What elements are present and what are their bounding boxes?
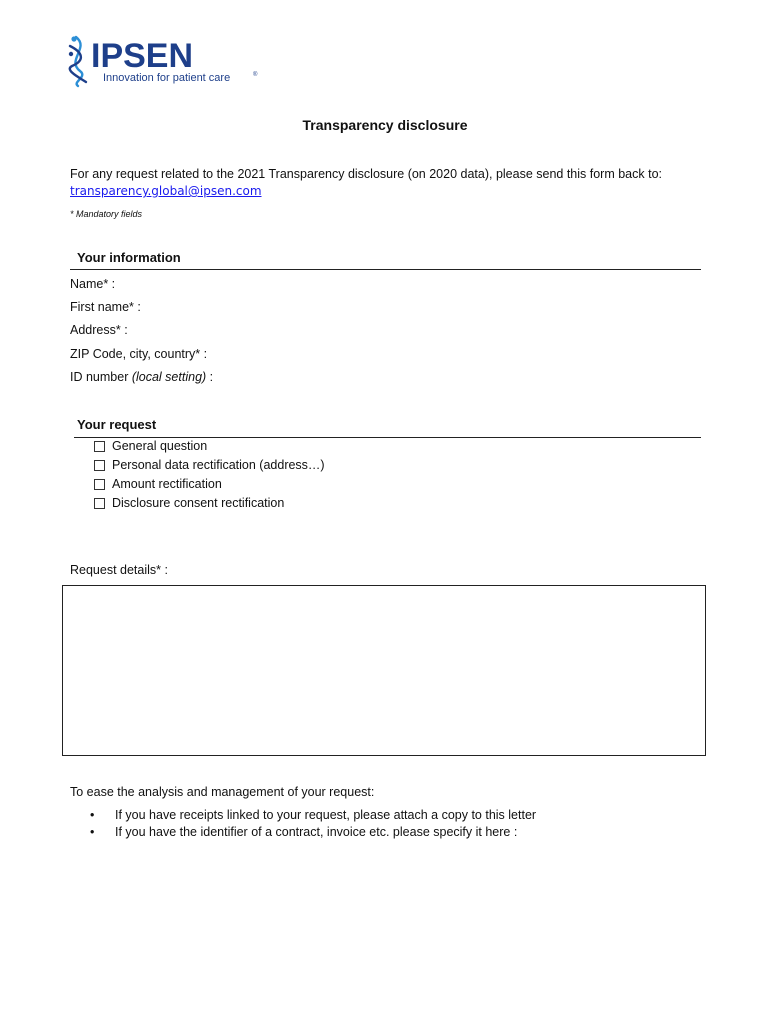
intro-paragraph: [70, 166, 710, 200]
request-details-label: Request details* :: [70, 563, 168, 577]
brand-name: IPSEN: [91, 37, 194, 75]
list-item-text: If you have the identifier of a contract, invoice etc. please specify it here :: [115, 825, 518, 839]
list-item-text: If you have receipts linked to your request, please attach a copy to this letter: [115, 808, 537, 822]
name-field-label: Name* :: [70, 277, 116, 291]
id-number-field-label: [70, 370, 213, 384]
id-number-suffix: :: [206, 370, 214, 384]
option-amount-rectification[interactable]: [94, 477, 222, 491]
page-title: Transparency disclosure: [302, 117, 468, 133]
option-disclosure-consent-rectification[interactable]: [94, 496, 284, 510]
section-divider: [74, 437, 701, 438]
list-item: [90, 825, 517, 839]
request-details-textarea[interactable]: [62, 585, 706, 756]
first-name-field-label: First name* :: [70, 300, 141, 314]
bullet-icon: •: [90, 808, 95, 822]
mandatory-note: * Mandatory fields: [70, 209, 143, 219]
helix-icon: [69, 36, 86, 86]
checkbox[interactable]: [94, 441, 105, 452]
footer-intro: To ease the analysis and management of your request:: [70, 785, 375, 799]
option-personal-data-rectification[interactable]: [94, 458, 325, 472]
option-label: Amount rectification: [112, 477, 222, 491]
zip-field-label: ZIP Code, city, country* :: [70, 347, 208, 361]
option-label: General question: [112, 439, 208, 453]
option-label: Disclosure consent rectification: [112, 496, 285, 510]
checkbox[interactable]: [94, 479, 105, 490]
list-item: [90, 808, 536, 822]
brand-tagline: Innovation for patient care: [103, 72, 231, 84]
option-label: Personal data rectification (address…): [112, 458, 325, 472]
option-general-question[interactable]: [94, 439, 207, 453]
bullet-icon: •: [90, 825, 95, 839]
id-number-label: ID number: [70, 370, 129, 384]
id-number-note: (local setting): [131, 370, 207, 384]
section-divider: [70, 269, 701, 270]
section-heading-your-information: Your information: [77, 250, 181, 265]
ipsen-logo: [66, 34, 266, 88]
checkbox[interactable]: [94, 460, 105, 471]
intro-text: For any request related to the 2021 Transparency disclosure (on 2020 data), please send this form back to:: [70, 167, 663, 181]
section-heading-your-request: Your request: [77, 417, 157, 432]
address-field-label: Address* :: [70, 323, 128, 337]
email-link[interactable]: transparency.global@ipsen.com: [70, 184, 262, 198]
registered-mark: ®: [253, 72, 258, 78]
checkbox[interactable]: [94, 498, 105, 509]
